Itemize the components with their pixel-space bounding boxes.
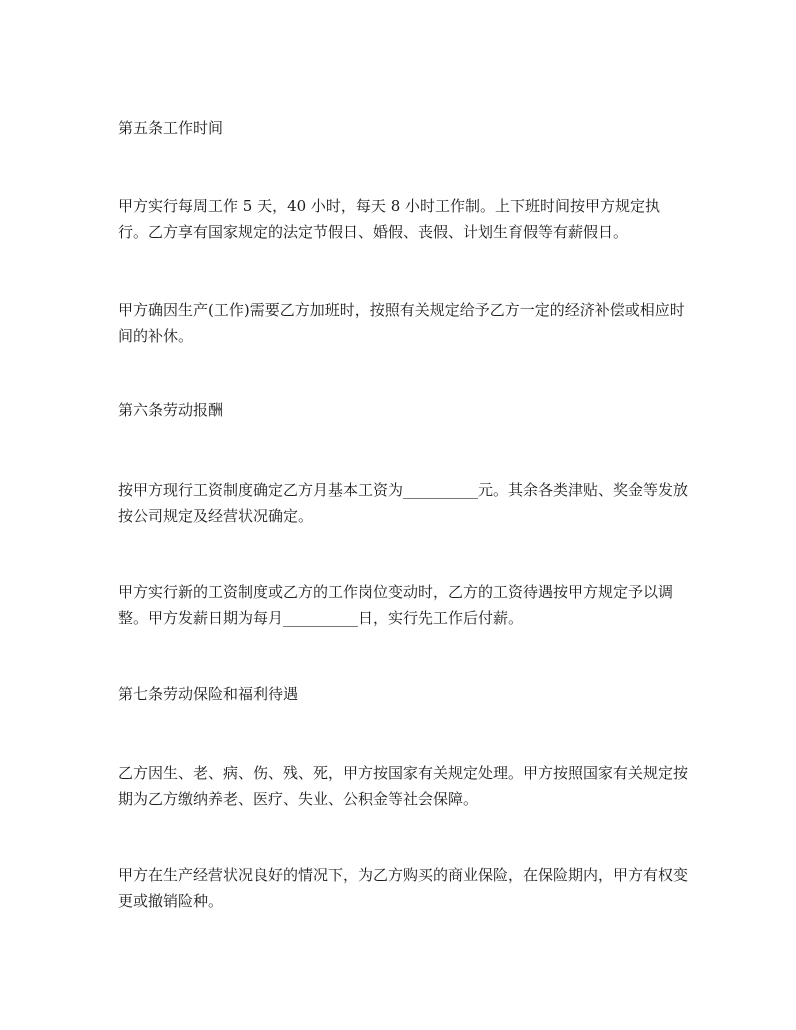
article-6-paragraph-2: 甲方实行新的工资制度或乙方的工作岗位变动时，乙方的工资待遇按甲方规定予以调整。甲方发薪日期为每月__________日，实行先工作后付薪。 [118,583,674,627]
article-6-paragraph-1: 按甲方现行工资制度确定乙方月基本工资为__________元。其余各类津贴、奖金等发放按公司规定及经营状况确定。 [118,481,689,525]
article-5-paragraph-2: 甲方确因生产(工作)需要乙方加班时，按照有关规定给予乙方一定的经济补偿或相应时间的补休。 [118,301,685,345]
article-5-paragraph-1: 甲方实行每周工作 5 天，40 小时，每天 8 小时工作制。上下班时间按甲方规定执行。乙方享有国家规定的法定节假日、婚假、丧假、计划生育假等有薪假日。 [118,197,661,241]
article-6-title: 第六条劳动报酬 [118,401,224,419]
article-5-title: 第五条工作时间 [118,119,224,137]
article-7-paragraph-1: 乙方因生、老、病、伤、残、死，甲方按国家有关规定处理。甲方按照国家有关规定按期为乙方缴纳养老、医疗、失业、公积金等社会保障。 [118,764,689,808]
article-7-paragraph-2: 甲方在生产经营状况良好的情况下，为乙方购买的商业保险，在保险期内，甲方有权变更或撤销险种。 [118,866,689,910]
article-7-title: 第七条劳动保险和福利待遇 [118,685,299,703]
